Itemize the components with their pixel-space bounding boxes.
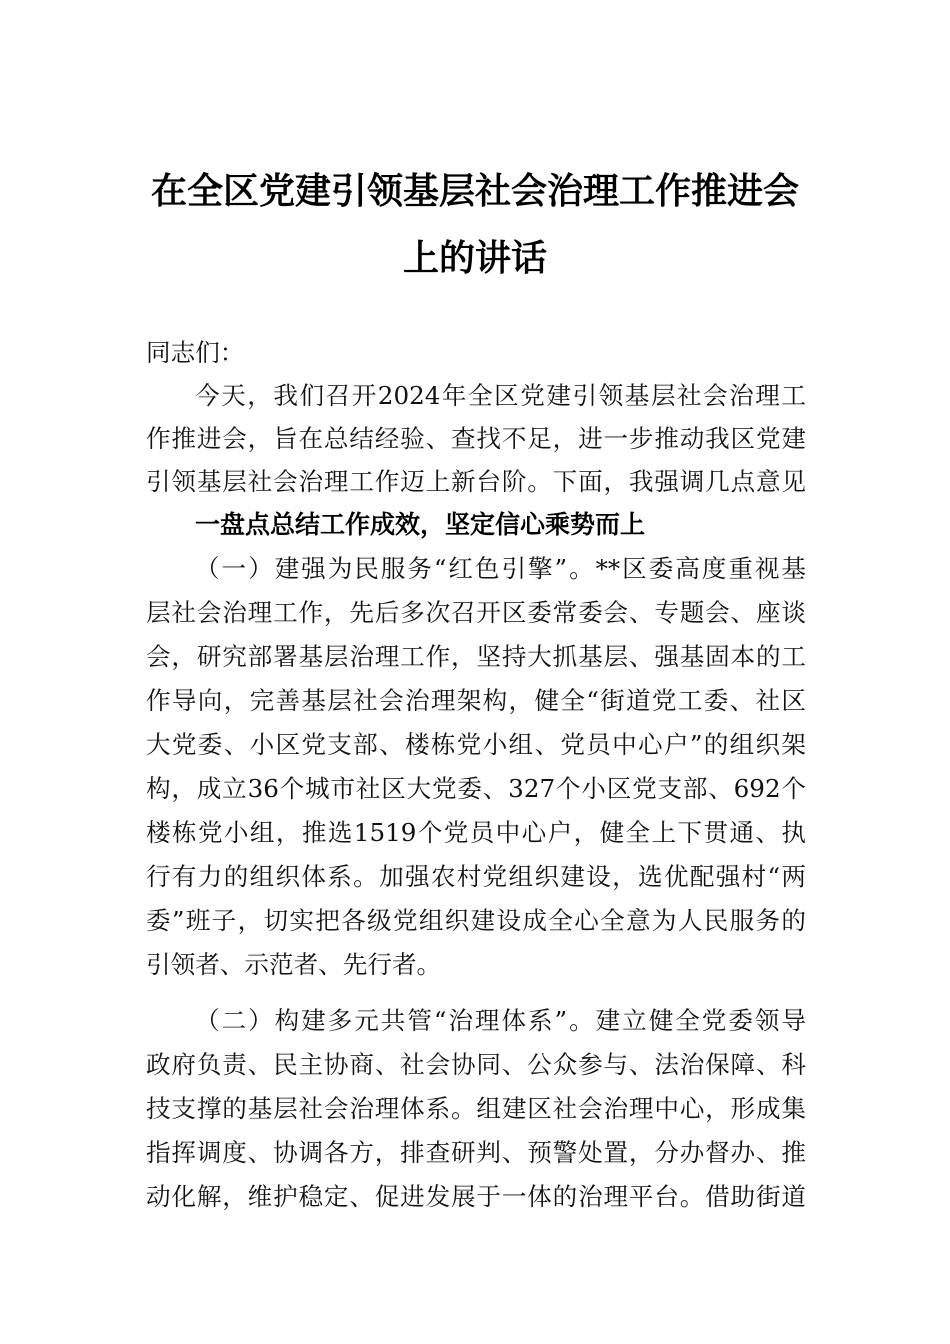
paragraph-1-line: （一）建强为民服务“红色引擎”。**区委高度重视基 bbox=[195, 554, 806, 583]
section-heading: 一盘点总结工作成效，坚定信心乘势而上 bbox=[195, 510, 646, 539]
paragraph-1-line: 行有力的组织体系。加强农村党组织建设，选优配强村“两 bbox=[146, 862, 806, 891]
salutation: 同志们： bbox=[146, 338, 245, 367]
document-title-line-2: 上的讲话 bbox=[402, 237, 547, 279]
paragraph-1-line: 大党委、小区党支部、楼栋党小组、党员中心户”的组织架 bbox=[146, 730, 806, 759]
paragraph-2-line: （二）构建多元共管“治理体系”。建立健全党委领导 bbox=[195, 1006, 806, 1035]
document-title-line-1: 在全区党建引领基层社会治理工作推进会 bbox=[150, 170, 799, 212]
paragraph-1-line: 会，研究部署基层治理工作，坚持大抓基层、强基固本的工 bbox=[146, 642, 806, 671]
paragraph-1-line: 作导向，完善基层社会治理架构，健全“街道党工委、社区 bbox=[146, 686, 806, 715]
paragraph-1-line: 委”班子，切实把各级党组织建设成全心全意为人民服务的 bbox=[146, 906, 806, 935]
intro-line: 引领基层社会治理工作迈上新台阶。下面，我强调几点意见 bbox=[146, 467, 806, 496]
paragraph-1-line: 层社会治理工作，先后多次召开区委常委会、专题会、座谈 bbox=[146, 598, 806, 627]
intro-line: 作推进会，旨在总结经验、查找不足，进一步推动我区党建 bbox=[146, 424, 806, 453]
paragraph-2-line: 动化解，维护稳定、促进发展于一体的治理平台。借助街道 bbox=[146, 1182, 806, 1211]
paragraph-1-line: 构，成立36个城市社区大党委、327个小区党支部、692个 bbox=[146, 774, 806, 803]
intro-line: 今天，我们召开2024年全区党建引领基层社会治理工 bbox=[195, 381, 806, 410]
paragraph-1-line: 引领者、示范者、先行者。 bbox=[146, 950, 442, 979]
paragraph-1-line: 楼栋党小组，推选1519个党员中心户，健全上下贯通、执 bbox=[146, 818, 806, 847]
paragraph-2-line: 技支撑的基层社会治理体系。组建区社会治理中心，形成集 bbox=[146, 1094, 806, 1123]
paragraph-2-line: 政府负责、民主协商、社会协同、公众参与、法治保障、科 bbox=[146, 1050, 806, 1079]
paragraph-2-line: 指挥调度、协调各方，排查研判、预警处置，分办督办、推 bbox=[146, 1138, 806, 1167]
